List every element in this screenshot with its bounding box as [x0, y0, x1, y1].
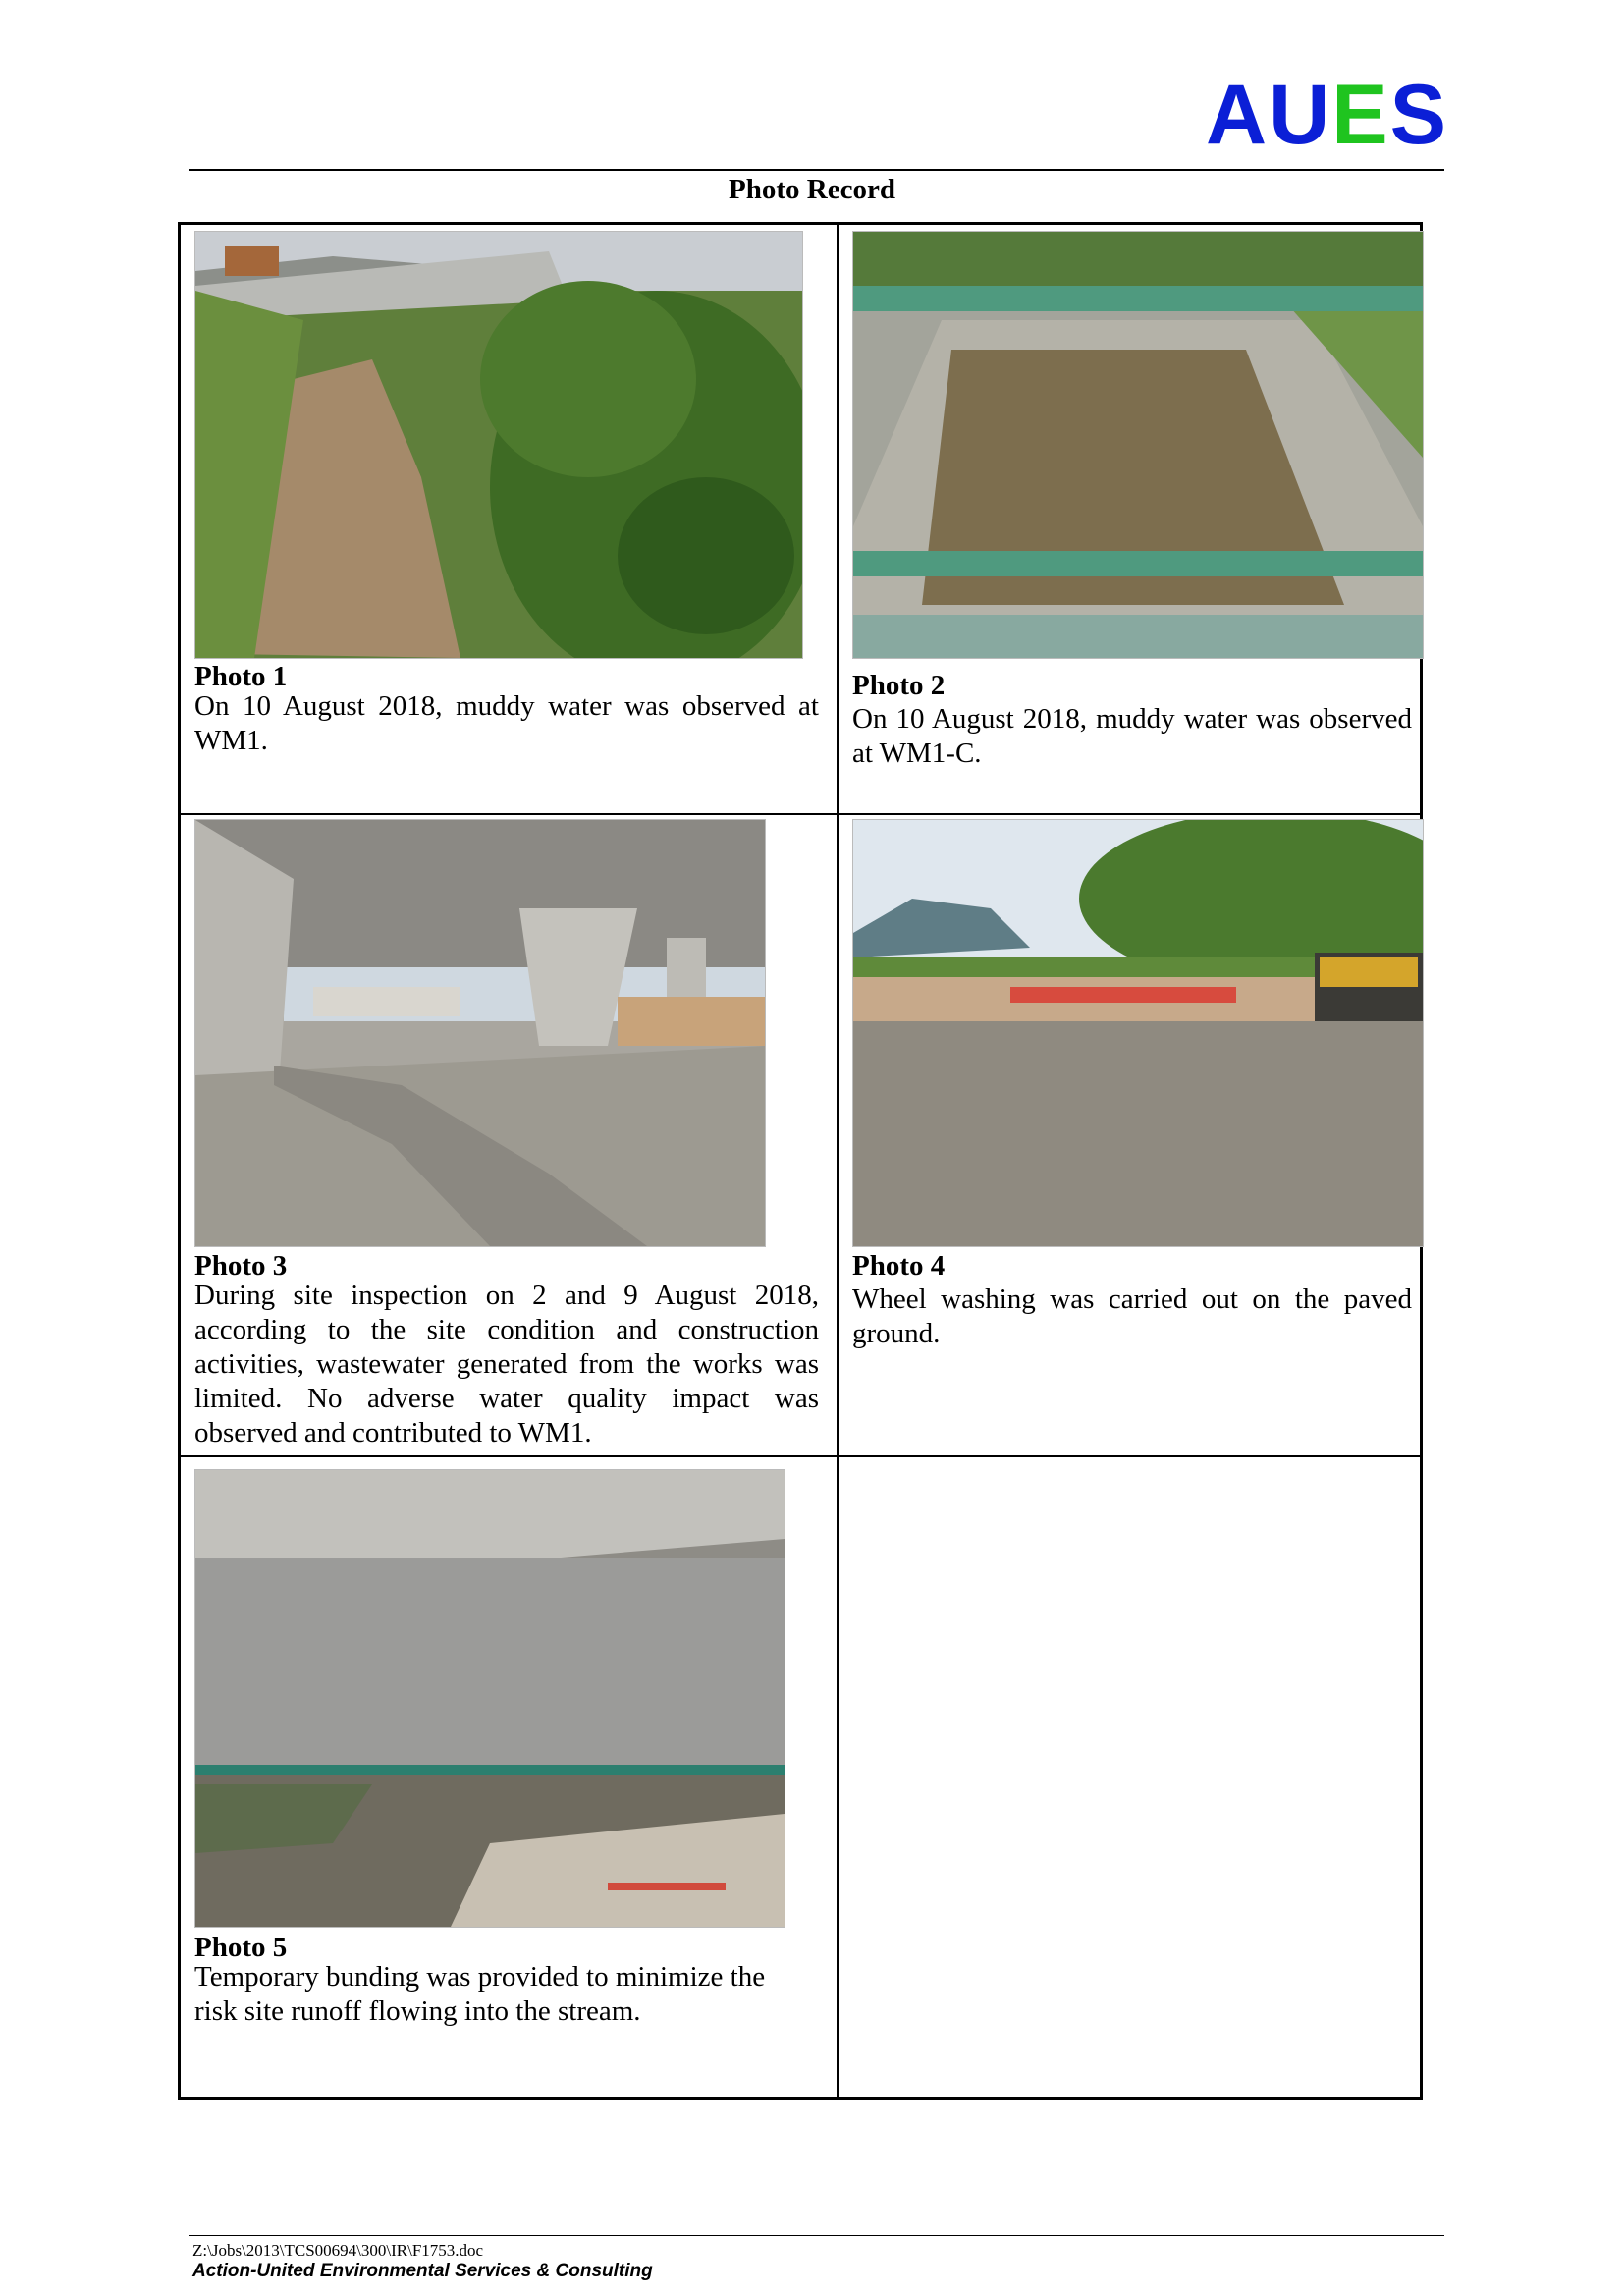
footer-company-name: Action-United Environmental Services & Consulting: [192, 2261, 653, 2281]
logo-letter-e: E: [1331, 68, 1390, 162]
photo-1-caption: On 10 August 2018, muddy water was observed at WM1.: [194, 690, 819, 756]
photo-3-title: Photo 3: [194, 1250, 288, 1282]
footer-rule: [189, 2235, 1444, 2236]
page-title: Photo Record: [729, 174, 895, 205]
photo-4-caption: Wheel washing was carried out on the paved ground.: [852, 1284, 1412, 1349]
logo-letter-a: A: [1206, 68, 1270, 162]
photo-4-title: Photo 4: [852, 1250, 946, 1282]
photo-1-title: Photo 1: [194, 661, 288, 692]
photo-2-caption: On 10 August 2018, muddy water was observed at WM1-C.: [852, 703, 1412, 769]
table-column-divider: [837, 225, 839, 2097]
footer-file-path: Z:\Jobs\2013\TCS00694\300\IR\F1753.doc: [192, 2241, 484, 2260]
table-row-divider: [181, 813, 1420, 815]
photo-5-image: [194, 1469, 785, 1928]
aues-logo: [1206, 68, 1451, 162]
photo-5-caption: Temporary bunding was provided to minimize the risk site runoff flowing into the stream.: [194, 1961, 766, 2027]
photo-2-image: [852, 231, 1424, 659]
photo-2-title: Photo 2: [852, 670, 946, 701]
photo-3-caption: During site inspection on 2 and 9 August 2018, according to the site condition and construction activities, wastewater generated from the works was limited. No adverse water quality impact was observed and contributed to WM1.: [194, 1280, 819, 1449]
table-row-divider: [181, 1455, 1420, 1457]
photo-1-image: [194, 231, 803, 659]
photo-3-image: [194, 819, 766, 1247]
logo-letter-s: S: [1389, 68, 1448, 162]
photo-4-image: [852, 819, 1424, 1247]
logo-letter-u: U: [1269, 68, 1332, 162]
photo-record-table: [178, 222, 1423, 2100]
photo-5-title: Photo 5: [194, 1932, 288, 1963]
header-rule: [189, 169, 1444, 171]
